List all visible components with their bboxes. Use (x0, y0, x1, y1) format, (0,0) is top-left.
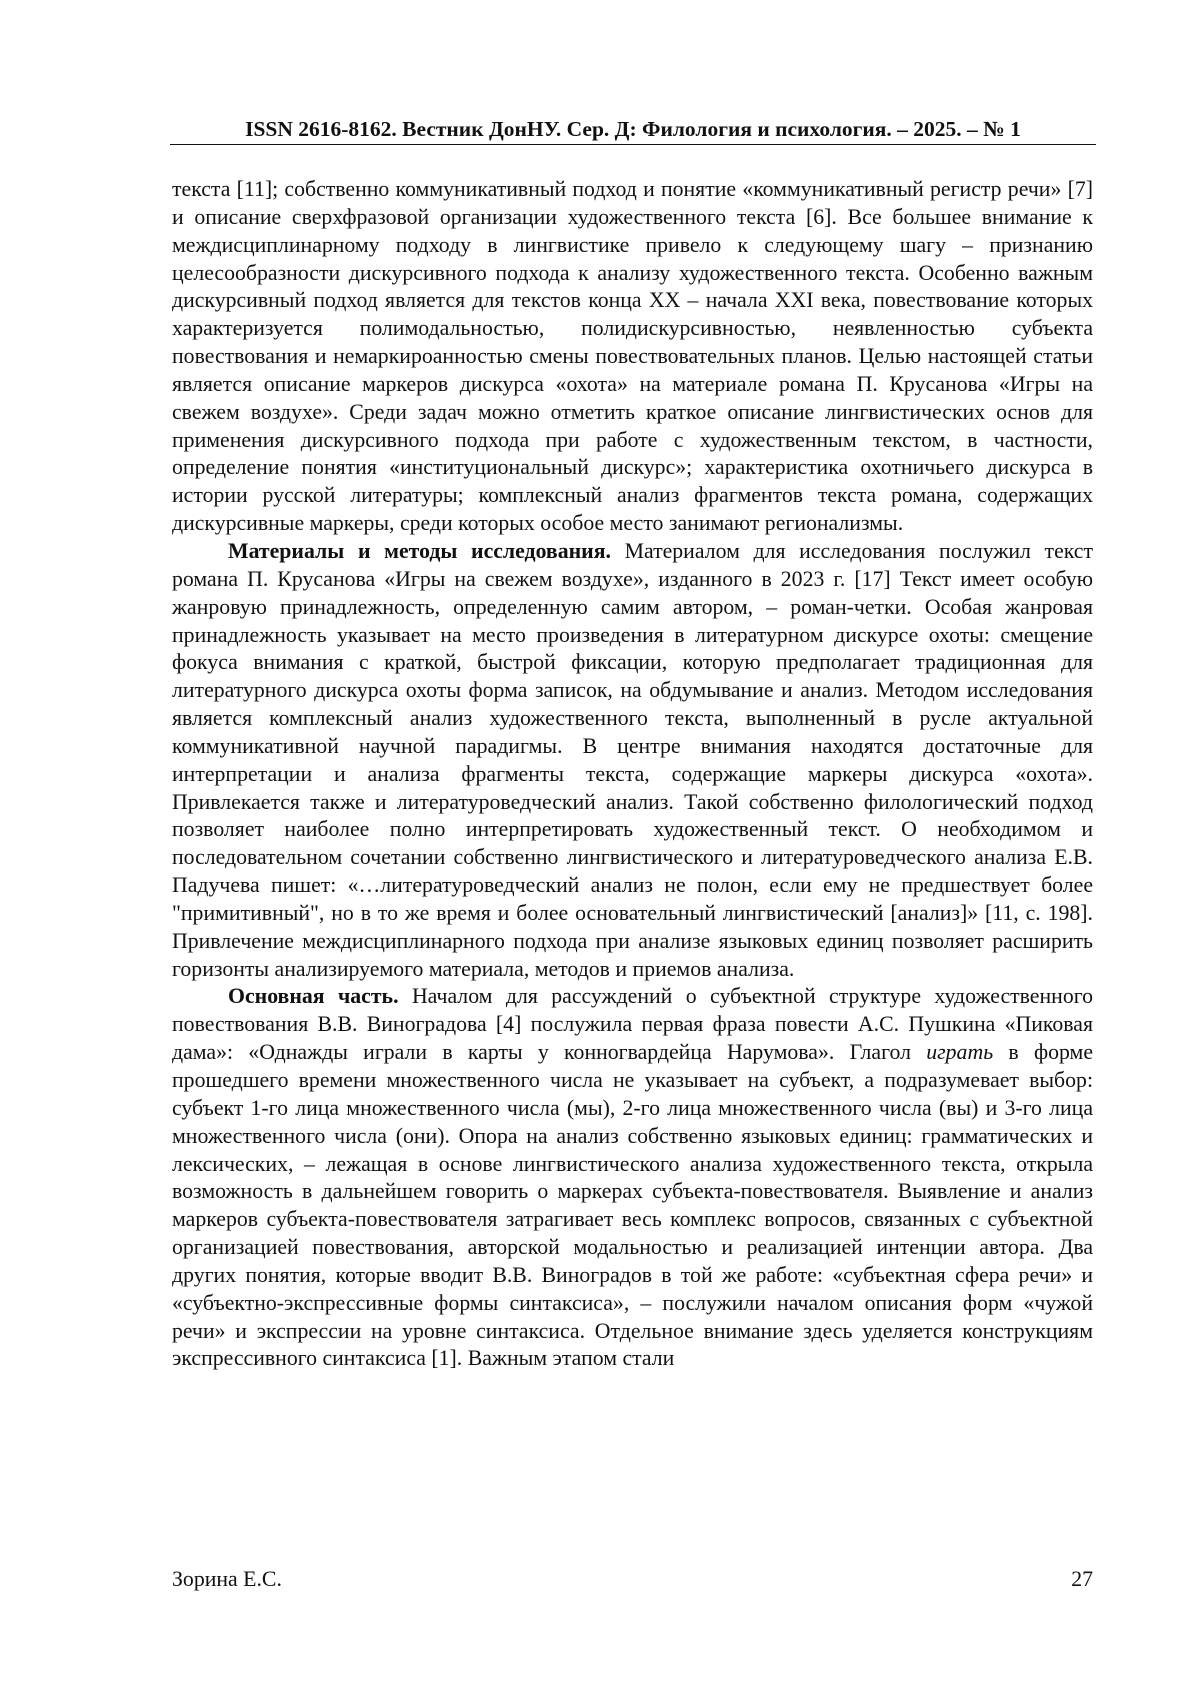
section-heading-main-part: Основная часть. (228, 984, 399, 1009)
paragraph-main-part (172, 983, 1093, 1373)
footer-author: Зорина Е.С. (172, 1567, 282, 1591)
paragraph-text: Материалом для исследования послужил текст романа П. Крусанова «Игры на свежем воздухе», изданного в 2023 г. [17] Текст имеет особую жанровую принадлежность, определенную самим автором, – роман-четки. Особая жанровая принадлежность указывает на место произведения в литературном дискурсе охоты: смещение фокуса внимания с краткой, быстрой фиксации, которую предполагает традиционная для литературного дискурса охоты форма записок, на обдумывание и анализ. Методом исследования является комплексный анализ художественного текста, выполненный в русле актуальной коммуникативной научной парадигмы. В центре внимания находятся достаточные для интерпретации и анализа фрагменты текста, содержащие маркеры дискурса «охота». Привлекается также и литературоведческий анализ. Такой собственно филологический подход позволяет наиболее полно интерпретировать художественный текст. О необходимом и последовательном сочетании собственно лингвистического и литературоведческого анализа Е.В. Падучева пишет: «…литературоведческий анализ не полон, если ему не предшествует более "примитивный", но в то же время и более основательный лингвистический [анализ]» [11, с. 198]. Привлечение междисциплинарного подхода при анализе языковых единиц позволяет расширить горизонты анализируемого материала, методов и приемов анализа. (172, 538, 1093, 981)
paragraph-text: в форме прошедшего времени множественного числа не указывает на субъект, а подразумевает выбор: субъект 1-го лица множественного числа (мы), 2-го лица множественного числа (вы) и 3-го лица множественного числа (они). Опора на анализ собственно языковых единиц: грамматических и лексических, – лежащая в основе лингвистического анализа художественного текста, открыла возможность в дальнейшем говорить о маркерах субъекта-повествователя. Выявление и анализ маркеров субъекта-повествователя затрагивает весь комплекс вопросов, связанных с субъектной организацией повествования, авторской модальностью и реализацией интенции автора. Два других понятия, которые вводит В.В. Виноградов в той же работе: «субъектная сфера речи» и «субъектно-экспрессивные формы синтаксиса», – послужили началом описания форм «чужой речи» и экспрессии на уровне синтаксиса. Отдельное внимание здесь уделяется конструкциям экспрессивного синтаксиса [1]. Важным этапом стали (172, 1040, 1094, 1371)
section-heading-materials-methods: Материалы и методы исследования. (228, 538, 611, 563)
article-body (172, 176, 1093, 1373)
paragraph-text: текста [11]; собственно коммуникативный подход и понятие «коммуникативный регистр речи» [7] и описание сверхфразовой организации художественного текста [6]. Все большее внимание к междисциплинарному подходу в лингвистике привело к следующему шагу – признанию целесообразности дискурсивного подхода к анализу художественного текста. Особенно важным дискурсивный подход является для текстов конца XX – начала XXI века, повествование которых характеризуется полимодальностью, полидискурсивностью, неявленностью субъекта повествования и немаркироанностью смены повествовательных планов. Целью настоящей статьи является описание маркеров дискурса «охота» на материале романа П. Крусанова «Игры на свежем воздухе». Среди задач можно отметить краткое описание лингвистических основ для применения дискурсивного подхода при работе с художественным текстом, в частности, определение понятия «институциональный дискурс»; характеристика охотничьего дискурса в истории русской литературы; комплексный анализ фрагментов текста романа, содержащих дискурсивные маркеры, среди которых особое место занимают регионализмы. (172, 177, 1093, 536)
paragraph-intro-continuation (172, 176, 1093, 538)
paragraph-text: Началом для рассуждений о субъектной структуре художественного повествования В.В. Виноградова [4] послужила первая фраза повести А.С. Пушкина «Пиковая дама»: «Однажды играли в карты у конногвардейца Нарумова». Глагол (172, 984, 1094, 1065)
journal-header: ISSN 2616-8162. Вестник ДонНУ. Сер. Д: Филология и психология. – 2025. – № 1 (170, 116, 1096, 145)
page-number: 27 (1071, 1567, 1093, 1591)
paragraph-materials-methods (172, 538, 1093, 984)
italic-term: играть (926, 1040, 994, 1065)
